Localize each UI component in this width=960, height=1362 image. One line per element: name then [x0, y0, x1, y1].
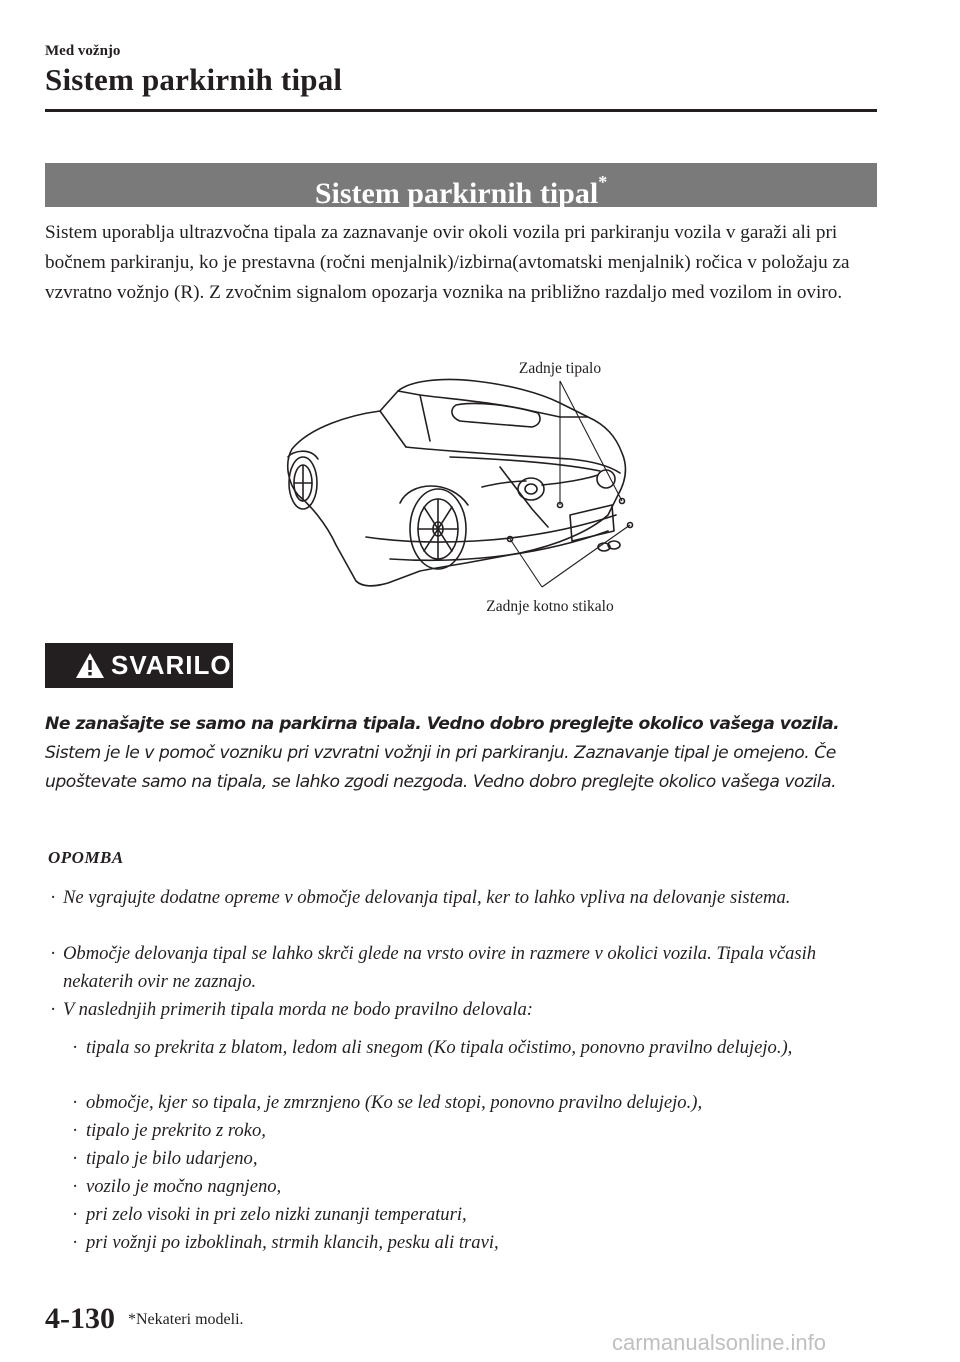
page-number: 4-130 [45, 1302, 115, 1335]
warning-triangle-icon [75, 652, 105, 679]
section-label: Med vožnjo [45, 43, 121, 59]
note-subitem-text: tipalo je prekrito z roko, [86, 1120, 266, 1141]
bullet-dot: · [72, 1148, 79, 1169]
note-subitem [72, 1229, 880, 1257]
note-subitem-text: pri vožnji po izboklinah, strmih klancih, pesku ali travi, [86, 1232, 499, 1253]
note-item [50, 940, 880, 996]
label-rear-corner-sensor: Zadnje kotno stikalo [486, 598, 614, 615]
bullet-dot: · [72, 1204, 79, 1225]
title-bar [45, 163, 877, 210]
note-subitem-text: pri zelo visoki in pri zelo nizki zunanji temperaturi, [86, 1204, 467, 1225]
warning-badge-label: SVARILO [111, 650, 232, 680]
bullet-dot: · [72, 1120, 79, 1141]
note-subitem-text: tipalo je bilo udarjeno, [86, 1148, 258, 1169]
warning-title: Ne zanašajte se samo na parkirna tipala. Vedno dobro preglejte okolico vašega vozila. [45, 714, 840, 734]
note-subitem [72, 1089, 880, 1117]
note-item-text: Območje delovanja tipal se lahko skrči glede na vrsto ovire in razmere v okolici vozila. Tipala včasih nekaterih ovir ne zaznajo. [63, 943, 817, 992]
car-rear-figure [270, 355, 650, 625]
bullet-dot: · [72, 1232, 79, 1253]
intro-paragraph: Sistem uporablja ultrazvočna tipala za zaznavanje ovir okoli vozila pri parkiranju vozila v garaži ali pri bočnem parkiranju, ko je prestavna (ročni menjalnik)/izbirna(avtomatski menjalnik) ročica v položaju za vzvratno vožnjo (R). Z zvočnim signalom opozarja voznika na približno razdaljo med vozilom in oviro. [45, 222, 850, 303]
warning-body: Sistem je le v pomoč vozniku pri vzvratni vožnji in pri parkiranju. Zaznavanje tipal je omejeno. Če upoštevate samo na tipala, se lahko zgodi nezgoda. Vedno dobro preglejte okolico vašega vozila. [45, 743, 837, 792]
note-subitem [72, 1201, 880, 1229]
note-subitem [72, 1145, 880, 1173]
title-bar-text: Sistem parkirnih tipal [314, 177, 599, 210]
bullet-dot: · [72, 1092, 79, 1113]
note-subitem [72, 1173, 880, 1201]
title-bar-footnote-marker: * [598, 172, 608, 192]
note-item-text: Ne vgrajujte dodatne opreme v območje delovanja tipal, ker to lahko vpliva na delovanje sistema. [63, 887, 791, 908]
note-item [50, 884, 880, 912]
warning-badge [45, 643, 233, 688]
bullet-dot: · [50, 943, 57, 964]
bullet-dot: · [72, 1176, 79, 1197]
note-subitem-text: tipala so prekrita z blatom, ledom ali snegom (Ko tipala očistimo, ponovno pravilno delujejo.), [86, 1037, 793, 1058]
note-title: OPOMBA [48, 848, 124, 867]
page-heading: Sistem parkirnih tipal [45, 62, 343, 97]
note-item-text: V naslednjih primerih tipala morda ne bodo pravilno delovala: [63, 999, 533, 1020]
car-illustration [270, 355, 650, 625]
bullet-dot: · [72, 1037, 79, 1058]
heading-rule [45, 109, 877, 112]
bullet-dot: · [50, 887, 57, 908]
label-rear-sensor: Zadnje tipalo [518, 360, 602, 377]
watermark: carmanualsonline.info [612, 1330, 827, 1355]
note-item [50, 996, 880, 1024]
bullet-dot: · [50, 999, 57, 1020]
note-subitem-text: vozilo je močno nagnjeno, [86, 1176, 282, 1197]
note-subitem-text: območje, kjer so tipala, je zmrznjeno (Ko se led stopi, ponovno pravilno delujejo.), [86, 1092, 703, 1113]
note-subitem [72, 1034, 880, 1062]
note-subitem [72, 1117, 880, 1145]
footnote: *Nekateri modeli. [128, 1311, 244, 1328]
